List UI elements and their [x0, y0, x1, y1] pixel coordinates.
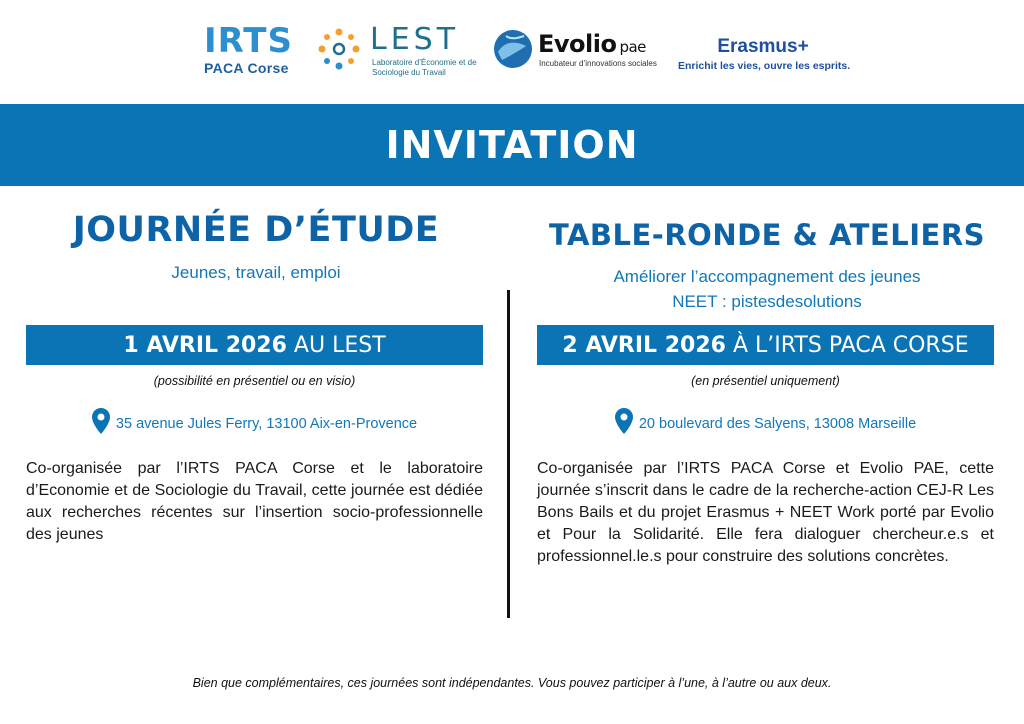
roundtable-date-bar — [537, 325, 994, 365]
footnote: Bien que complémentaires, ces journées sont indépendantes. Vous pouvez participer à l’une, à l’autre ou aux deux. — [192, 676, 832, 690]
study-day-venue: AU LEST — [293, 332, 386, 358]
study-day-date: 1 AVRIL 2026 — [123, 332, 287, 358]
lest-sun-icon — [316, 26, 362, 72]
roundtable-venue: À L’IRTS PACA CORSE — [732, 332, 969, 358]
study-day-description: Co-organisée par l’IRTS PACA Corse et le laboratoire d’Economie et de Sociologie du Travail, cette journée est dédiée aux recherches récentes sur l’insertion socio-professionnelle des jeunes — [26, 460, 483, 543]
erasmus-logo-main: Erasmus+ — [717, 36, 809, 57]
map-pin-icon — [615, 408, 633, 439]
study-day-title: JOURNÉE D’ÉTUDE — [72, 210, 440, 250]
roundtable-title: TABLE-RONDE & ATELIERS — [548, 218, 986, 252]
evolio-logo-main — [538, 30, 646, 58]
irts-logo-sub: PACA Corse — [204, 60, 289, 76]
erasmus-logo-tagline: Enrichit les vies, ouvre les esprits. — [678, 60, 851, 72]
erasmus-logo — [678, 36, 851, 72]
evolio-logo — [492, 28, 657, 72]
roundtable-column — [537, 210, 997, 565]
banner-title: INVITATION — [385, 123, 639, 167]
roundtable-attendance-mode: (en présentiel uniquement) — [691, 374, 840, 388]
study-day-subtitle: Jeunes, travail, emploi — [171, 263, 341, 282]
study-day-date-bar — [26, 325, 483, 365]
roundtable-subtitle-line2: NEET : pistesdesolutions — [672, 292, 862, 311]
column-divider — [507, 290, 510, 618]
partner-logos — [0, 0, 1024, 104]
lest-logo — [316, 22, 486, 82]
evolio-logo-sub: Incubateur d’innovations sociales — [539, 59, 657, 68]
roundtable-description: Co-organisée par l’IRTS PACA Corse et Evolio PAE, cette journée s’inscrit dans le cadre de la recherche-action CEJ-R Les Bons Bails et du projet Erasmus + NEET Work porté par Evolio et Pour la Solidarité. Elle fera dialoguer chercheur.e.s et professionnel.le.s pour construire des solutions concrètes. — [537, 460, 994, 565]
invitation-banner — [0, 104, 1024, 186]
study-day-address-text: 35 avenue Jules Ferry, 13100 Aix-en-Provence — [115, 415, 418, 432]
roundtable-subtitle — [537, 264, 997, 314]
roundtable-address-text: 20 boulevard des Salyens, 13008 Marseille — [638, 415, 917, 432]
irts-logo — [204, 21, 293, 76]
lest-logo-sub: Laboratoire d’Économie et de Sociologie du Travail — [372, 58, 477, 77]
roundtable-date: 2 AVRIL 2026 — [562, 332, 726, 358]
study-day-attendance-mode: (possibilité en présentiel ou en visio) — [153, 374, 356, 388]
roundtable-address — [537, 408, 994, 439]
map-pin-icon — [92, 408, 110, 439]
study-day-column — [26, 210, 486, 543]
evolio-logo-name: Evolio — [538, 30, 617, 58]
lest-logo-main: LEST — [370, 22, 460, 57]
roundtable-subtitle-line1: Améliorer l’accompagnement des jeunes — [613, 267, 921, 286]
evolio-logo-suffix: pae — [619, 38, 646, 56]
irts-logo-main: IRTS — [204, 21, 293, 61]
evolio-globe-icon — [492, 28, 534, 70]
study-day-address — [26, 408, 483, 439]
